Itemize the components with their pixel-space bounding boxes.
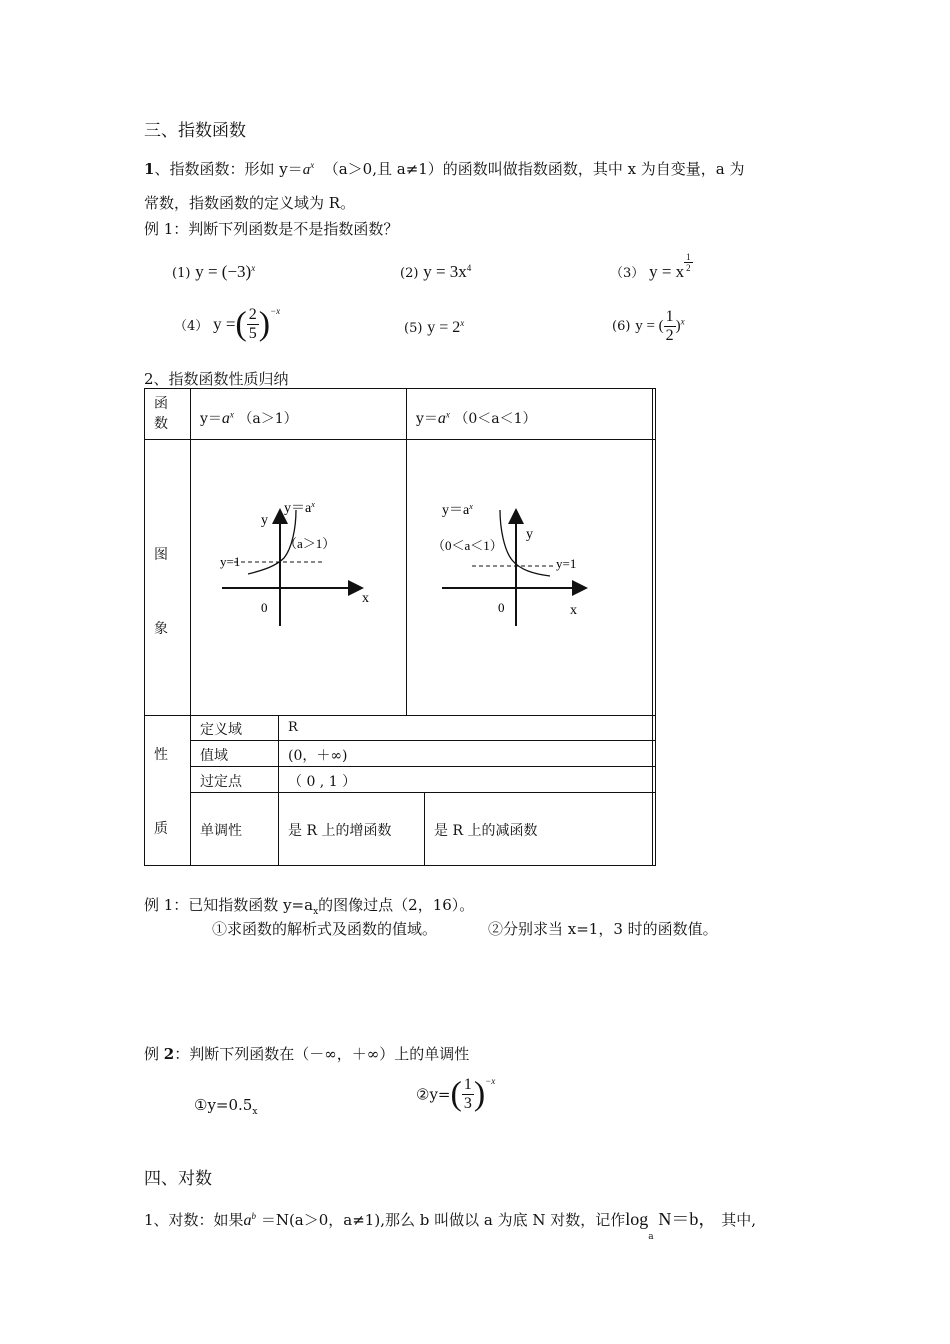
item-3-expr: y = x	[649, 262, 685, 281]
graph1-cond: （a＞1）	[284, 536, 336, 551]
section4-end: 其中,	[721, 1211, 756, 1229]
item-4	[174, 306, 280, 343]
item-6-num: 1	[665, 308, 674, 325]
section4-mid: ＝N(a＞0，a≠1),那么 b 叫做以 a 为底 N 对数，记作	[260, 1211, 626, 1229]
example2-q2-frac	[462, 1076, 474, 1113]
section4-title: 四、对数	[144, 1169, 212, 1189]
item-5-exp: x	[460, 318, 465, 328]
graph-increasing	[204, 488, 404, 638]
item-1-exp: x	[251, 263, 256, 273]
properties-title: 2、指数函数性质归纳	[144, 370, 289, 388]
item-4-expr: y =	[213, 314, 236, 334]
def-x: x	[310, 160, 315, 170]
example2	[144, 1043, 469, 1064]
section4-log: log	[625, 1209, 649, 1229]
section-title: 三、指数函数	[144, 121, 246, 141]
def-number: 1	[144, 160, 155, 178]
graph1-y-label: y	[261, 513, 268, 528]
section4-prefix: 1、对数：如果	[144, 1211, 244, 1229]
example2-q2-text: ②y=	[416, 1085, 451, 1104]
item-1-expr: y = (−3)	[195, 262, 252, 281]
def-text-1: 、指数函数：形如 y＝	[154, 160, 303, 178]
item-5-expr: y = 2	[427, 319, 461, 336]
example2-q2-num: 1	[463, 1076, 472, 1093]
properties-table	[144, 388, 656, 866]
item-6-den: 2	[665, 327, 674, 344]
example2-q2	[416, 1076, 495, 1113]
item-4-exp: −x	[270, 306, 281, 316]
item-2-exp: 4	[466, 263, 472, 273]
example2-q2-rparen: )	[473, 1075, 486, 1113]
example2-q2-den: 3	[463, 1095, 472, 1112]
header-col2	[416, 408, 537, 428]
example2-q2-exp: −x	[485, 1076, 496, 1086]
col2-x: x	[445, 409, 450, 420]
mono-increasing: 是 R 上的增函数	[288, 823, 392, 839]
item-4-frac	[247, 306, 259, 343]
item-5	[404, 318, 464, 337]
header-func-char-2: 数	[154, 416, 168, 432]
domain-label: 定义域	[200, 722, 242, 738]
item-4-num: 2	[248, 306, 257, 323]
section4-b: b	[251, 1211, 257, 1221]
col2-prefix: y＝	[416, 411, 438, 427]
mono-label: 单调性	[200, 823, 242, 839]
graph1-y1-label: y=1	[220, 554, 241, 569]
item-4-den: 5	[248, 325, 257, 342]
mono-decreasing: 是 R 上的减函数	[434, 823, 538, 839]
def-text-2: （a＞0,且 a≠1）的函数叫做指数函数，其中 x 为自变量，a 为	[323, 160, 745, 178]
example1-q1: ①求函数的解析式及函数的值域。	[212, 920, 438, 938]
col1-cond: （a＞1）	[238, 411, 298, 427]
item-4-label: （4）	[174, 319, 209, 334]
example2-q2-lparen: (	[450, 1075, 462, 1113]
example1-q2: ②分别求当 x=1，3 时的函数值。	[488, 920, 718, 938]
graph1-x-label: x	[362, 591, 369, 606]
example2-rest: ：判断下列函数在（－∞，＋∞）上的单调性	[174, 1045, 470, 1063]
section4-line	[144, 1205, 756, 1242]
example2-num: 2	[163, 1045, 175, 1063]
point-value: （ 0 , 1 ）	[288, 774, 357, 790]
range-value: (0，＋∞)	[288, 748, 348, 764]
props-label-1: 性	[154, 747, 168, 763]
item-1-label: (1)	[172, 266, 191, 281]
def-a: a	[302, 162, 311, 178]
item-1	[172, 262, 255, 282]
item-6-close: )	[675, 318, 681, 334]
section4-log-rest: N＝b，	[658, 1209, 717, 1229]
example2-q1-text: ①y=0.5	[194, 1096, 253, 1114]
item-4-rparen: )	[258, 305, 271, 343]
col2-a: a	[437, 410, 446, 427]
item-3-exp-frac	[684, 252, 693, 273]
example1-title: 例 1：判断下列函数是不是指数函数？	[144, 220, 399, 238]
example1-text: 例 1：已知指数函数 y=a	[144, 896, 314, 914]
example2-q1	[194, 1096, 257, 1117]
col2-cond: （0＜a＜1）	[454, 411, 537, 427]
item-6-expr: y = (	[635, 318, 664, 334]
graph-label-2: 象	[154, 621, 168, 637]
props-label-2: 质	[154, 821, 168, 837]
graph-decreasing	[424, 488, 649, 638]
range-label: 值域	[200, 748, 228, 764]
item-2-label: (2)	[400, 266, 419, 281]
section4-a: a	[243, 1212, 252, 1229]
item-3-label: （3）	[610, 266, 645, 281]
col1-a: a	[221, 410, 230, 427]
example2-q1-exp: x	[252, 1107, 258, 1117]
graph2-x-label: x	[570, 603, 577, 618]
domain-value: R	[288, 720, 298, 735]
example1-rest: 的图像过点（2，16）。	[318, 896, 475, 914]
item-6-exp: x	[680, 316, 685, 327]
graph1-eq: $y=a^x$	[284, 500, 315, 516]
item-2-expr: y = 3x	[423, 262, 467, 281]
item-3	[610, 252, 693, 282]
item-5-label: (5)	[404, 321, 423, 336]
section4-log-base: a	[648, 1232, 654, 1242]
header-col1	[200, 408, 298, 428]
graph1-origin: 0	[261, 600, 268, 615]
graph2-y-label: y	[526, 527, 533, 542]
definition-line-1	[144, 158, 745, 179]
item-3-exp-num: 1	[686, 252, 691, 262]
example2-prefix: 例	[144, 1045, 164, 1063]
item-2	[400, 262, 471, 282]
graph2-origin: 0	[498, 600, 505, 615]
item-6-label: (6)	[612, 319, 631, 334]
item-6-frac	[664, 308, 676, 345]
header-func-label	[154, 394, 168, 434]
graph2-cond: （0＜a＜1）	[432, 538, 503, 553]
col1-prefix: y＝	[200, 411, 222, 427]
header-func-char-1: 函	[154, 396, 168, 412]
item-3-exp-den: 2	[686, 263, 691, 273]
col1-x: x	[229, 409, 234, 420]
item-6	[612, 308, 685, 345]
example1	[144, 894, 474, 917]
definition-line-2: 常数，指数函数的定义域为 R。	[144, 194, 356, 212]
graph-label-1: 图	[154, 547, 168, 563]
graph2-eq: $y=a^x$	[442, 502, 473, 518]
item-4-lparen: (	[235, 305, 247, 343]
example1-sub: x	[313, 907, 319, 917]
point-label: 过定点	[200, 774, 242, 790]
graph2-y1-label: y=1	[556, 556, 577, 571]
